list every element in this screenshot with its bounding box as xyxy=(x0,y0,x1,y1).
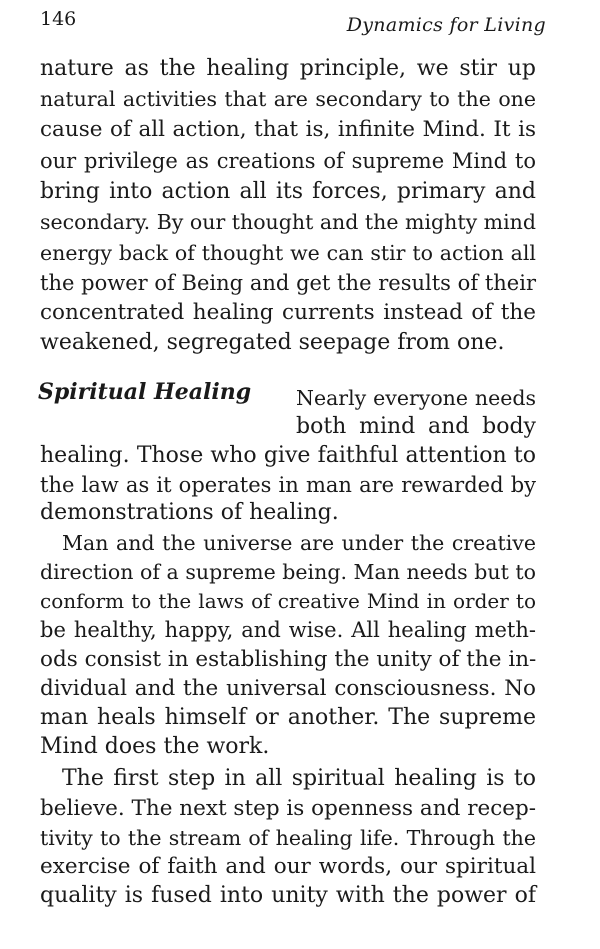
text-line: healing. Those who give faithful attention to xyxy=(40,443,536,468)
text-line: both mind and body xyxy=(296,414,536,439)
text-line: nature as the healing principle, we stir up xyxy=(40,56,536,81)
text-line: direction of a supreme being. Man needs but to xyxy=(40,560,536,584)
text-line: concentrated healing currents instead of the xyxy=(40,300,536,325)
text-line: cause of all action, that is, infinite Mind. It is xyxy=(40,117,536,142)
text-line: the law as it operates in man are rewarded by xyxy=(40,473,536,497)
text-line: the power of Being and get the results of their xyxy=(40,271,536,295)
text-line: The first step in all spiritual healing is to xyxy=(62,766,536,791)
text-line: be healthy, happy, and wise. All healing meth- xyxy=(40,618,536,642)
text-line: tivity to the stream of healing life. Through the xyxy=(40,826,536,850)
page-header xyxy=(40,8,546,38)
section-heading: Spiritual Healing xyxy=(38,379,252,405)
text-line: energy back of thought we can stir to action all xyxy=(40,241,536,265)
text-line: ods consist in establishing the unity of the in- xyxy=(40,647,537,672)
text-line: dividual and the universal consciousness. No xyxy=(40,676,536,701)
text-line: exercise of faith and our words, our spiritual xyxy=(40,854,536,879)
text-line: Man and the universe are under the creative xyxy=(62,531,536,555)
text-line: bring into action all its forces, primary and xyxy=(40,179,536,204)
text-line: Nearly everyone needs xyxy=(296,386,536,410)
page-number: 146 xyxy=(40,8,77,30)
text-line: natural activities that are secondary to the one xyxy=(40,87,536,111)
text-line: Mind does the work. xyxy=(40,734,270,759)
text-line: conform to the laws of creative Mind in order to xyxy=(40,589,536,613)
text-line: demonstrations of healing. xyxy=(40,500,339,525)
text-line: our privilege as creations of supreme Mind to xyxy=(40,149,536,173)
text-line: man heals himself or another. The supreme xyxy=(40,705,536,730)
text-line: weakened, segregated seepage from one. xyxy=(40,330,505,355)
text-line: secondary. By our thought and the mighty mind xyxy=(40,210,536,234)
text-line: quality is fused into unity with the power of xyxy=(40,883,536,908)
running-title: Dynamics for Living xyxy=(346,14,546,36)
text-line: believe. The next step is openness and recep- xyxy=(40,796,536,821)
